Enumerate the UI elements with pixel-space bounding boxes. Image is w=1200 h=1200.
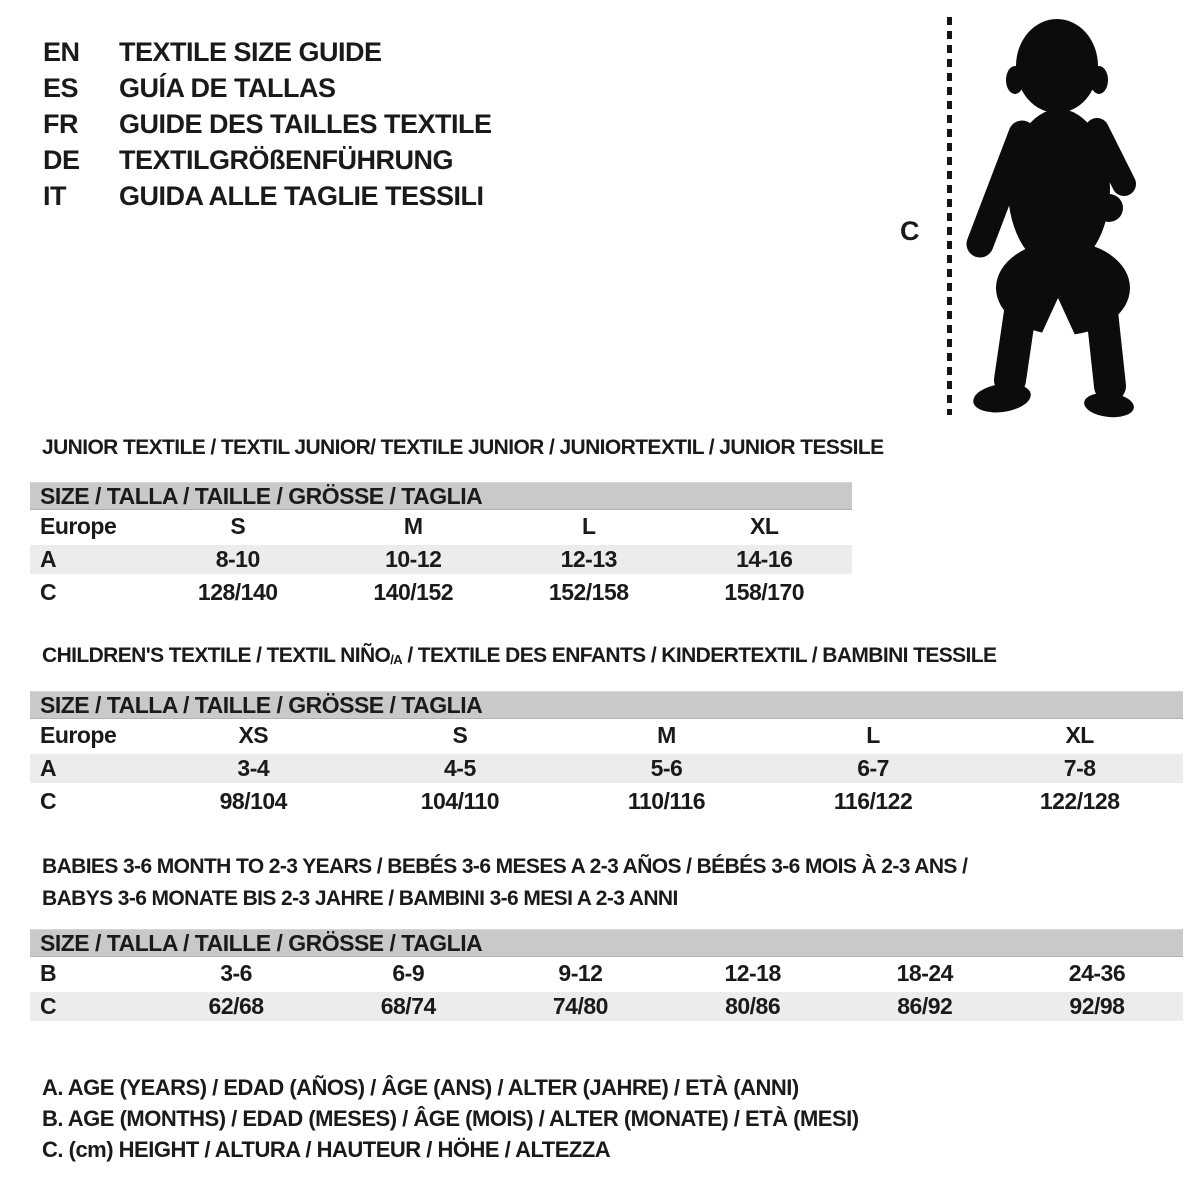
measurement-legend	[42, 1072, 859, 1165]
column-header: S	[452, 722, 468, 748]
toddler-silhouette	[962, 14, 1142, 419]
babies-title-line1: BABIES 3-6 MONTH TO 2-3 YEARS / BEBÉS 3-6 MESES A 2-3 AÑOS / BÉBÉS 3-6 MOIS À 2-3 ANS /	[42, 855, 968, 878]
children-size-table	[30, 691, 1183, 818]
table-row-europe	[30, 510, 852, 543]
row-label: B	[40, 960, 57, 986]
language-row-es	[43, 70, 492, 106]
babies-size-table	[30, 929, 1183, 1023]
language-label: GUIDE DES TAILLES TEXTILE	[119, 109, 492, 139]
cell: 152/158	[548, 579, 629, 605]
table-row-a	[30, 752, 1183, 785]
row-label: Europe	[40, 722, 117, 748]
column-header: M	[403, 513, 423, 539]
legend-line-b: B. AGE (MONTHS) / EDAD (MESES) / ÂGE (MOIS) / ALTER (MONATE) / ETÀ (MESI)	[42, 1106, 859, 1131]
cell: 74/80	[552, 993, 608, 1019]
row-label: A	[40, 546, 57, 572]
cell: 6-7	[857, 755, 889, 781]
table-row-b	[30, 957, 1183, 990]
cell: 116/122	[833, 788, 913, 814]
cell: 7-8	[1063, 755, 1096, 781]
children-title-text: CHILDREN'S TEXTILE / TEXTIL NIÑO	[42, 644, 391, 667]
babies-title-line2: BABYS 3-6 MONATE BIS 2-3 JAHRE / BAMBINI 3-6 MESI A 2-3 ANNI	[42, 887, 678, 910]
cell: 8-10	[215, 546, 260, 572]
cell: 24-36	[1068, 960, 1126, 986]
cell: 18-24	[896, 960, 953, 986]
language-label: GUÍA DE TALLAS	[119, 73, 336, 103]
junior-section-title: JUNIOR TEXTILE / TEXTIL JUNIOR/ TEXTILE JUNIOR / JUNIORTEXTIL / JUNIOR TESSILE	[42, 436, 884, 459]
language-row-it	[43, 178, 492, 214]
row-label: Europe	[40, 513, 117, 539]
cell: 104/110	[420, 788, 500, 814]
junior-size-table	[30, 482, 852, 609]
table-row-c	[30, 990, 1183, 1023]
cell: 4-5	[444, 755, 476, 781]
language-row-de	[43, 142, 492, 178]
cell: 92/98	[1069, 993, 1125, 1019]
cell: 140/152	[373, 579, 454, 605]
cell: 80/86	[725, 993, 781, 1019]
column-header: L	[581, 513, 596, 539]
column-header: M	[657, 722, 676, 748]
children-section-title	[42, 644, 996, 670]
language-code: FR	[43, 109, 78, 139]
cell: 3-4	[237, 755, 270, 781]
language-code: EN	[43, 37, 80, 67]
cell: 110/116	[627, 788, 706, 814]
column-header: XL	[750, 513, 779, 539]
cell: 86/92	[897, 993, 953, 1019]
size-table-header: SIZE / TALLA / TAILLE / GRÖSSE / TAGLIA	[30, 929, 1183, 957]
language-label: TEXTILGRÖßENFÜHRUNG	[119, 145, 453, 175]
cell: 9-12	[558, 960, 603, 986]
language-row-fr	[43, 106, 492, 142]
cell: 6-9	[392, 960, 425, 986]
cell: 62/68	[208, 993, 264, 1019]
cell: 3-6	[220, 960, 252, 986]
column-header: L	[866, 722, 880, 748]
table-row-c	[30, 785, 1183, 818]
cell: 68/74	[380, 993, 436, 1019]
cell: 12-18	[724, 960, 781, 986]
legend-line-a: A. AGE (YEARS) / EDAD (AÑOS) / ÂGE (ANS) / ALTER (JAHRE) / ETÀ (ANNI)	[42, 1075, 799, 1100]
row-label: C	[40, 788, 57, 814]
height-measure-dotted-line	[947, 17, 952, 415]
size-table-header: SIZE / TALLA / TAILLE / GRÖSSE / TAGLIA	[30, 691, 1183, 719]
row-label: A	[40, 755, 57, 781]
children-title-subscript: /A	[390, 652, 403, 668]
cell: 158/170	[724, 579, 805, 605]
language-label: TEXTILE SIZE GUIDE	[119, 37, 382, 67]
row-label: C	[40, 993, 57, 1019]
cell: 98/104	[219, 788, 287, 814]
column-header: S	[230, 513, 246, 539]
babies-section-title	[42, 851, 967, 915]
language-label: GUIDA ALLE TAGLIE TESSILI	[119, 181, 484, 211]
language-row-en	[43, 34, 492, 70]
measure-label-c: C	[900, 216, 919, 246]
cell: 5-6	[650, 755, 683, 781]
table-row-c	[30, 576, 852, 609]
language-code: DE	[43, 145, 80, 175]
size-table-header: SIZE / TALLA / TAILLE / GRÖSSE / TAGLIA	[30, 482, 852, 510]
cell: 122/128	[1039, 788, 1120, 814]
table-row-a	[30, 543, 852, 576]
column-header: XL	[1065, 722, 1094, 748]
cell: 128/140	[197, 579, 278, 605]
legend-line-c: C. (cm) HEIGHT / ALTURA / HAUTEUR / HÖHE / ALTEZZA	[42, 1137, 611, 1162]
cell: 12-13	[560, 546, 617, 572]
language-code: ES	[43, 73, 79, 103]
language-code: IT	[43, 181, 66, 211]
column-header: XS	[238, 722, 269, 748]
children-title-text: / TEXTILE DES ENFANTS / KINDERTEXTIL / BAMBINI TESSILE	[402, 644, 997, 667]
table-row-europe	[30, 719, 1183, 752]
cell: 14-16	[736, 546, 793, 572]
language-guide-list	[43, 34, 492, 214]
row-label: C	[40, 579, 57, 605]
cell: 10-12	[385, 546, 442, 572]
